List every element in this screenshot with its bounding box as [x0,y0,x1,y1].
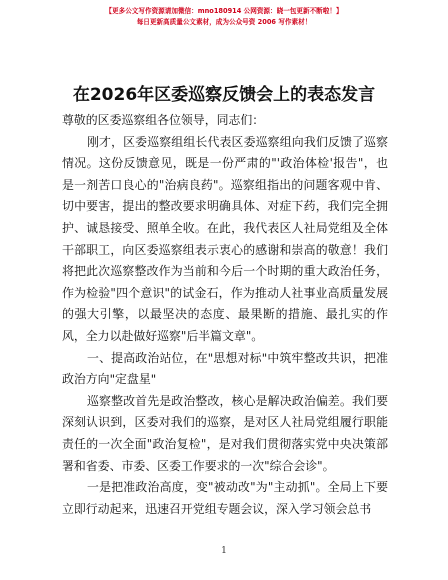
body-paragraph: 刚才，区委巡察组组长代表区委巡察组向我们反馈了巡察情况。这份反馈意见，既是一份严肃的"'政治体检'报告"，也是一剂苦口良心的"治病良药"。巡察组指出的问题客观中肯、切中要害，提出的整改要求明确具体、对症下药，我们完全拥护、诚恳接受、照单全收。在此，我代表区人社局党组及全体干部职工，向区委巡察组表示衷心的感谢和崇高的敬意！我们将把此次巡察整改作为当前和今后一个时期的重大政治任务，作为检验"四个意识"的试金石，作为推动人社事业高质量发展的强大引擎，以最坚决的态度、最果断的措施、最扎实的作风，全力以赴做好巡察"后半篇文章"。 [62,134,388,343]
body-paragraph: 巡察整改首先是政治整改，核心是解决政治偏差。我们要深刻认识到，区委对我们的巡察，是对区人社局党组履行职能责任的一次全面"政治复检"，是对我们贯彻落实党中央决策部署和省委、市委、区委工作要求的一次"综合会诊"。 [62,393,388,473]
promo-banner [0,6,448,28]
document-title: 在2026年区委巡察反馈会上的表态发言 [72,85,376,105]
page-number: 1 [221,546,227,556]
document-body [62,110,388,520]
section-heading: 一、提高政治站位，在"思想对标"中筑牢整改共识，把准政治方向"定盘星" [62,350,388,387]
body-paragraph: 一是把准政治高度，变"被动改"为"主动抓"。全局上下要立即行动起来，迅速召开党组专题会议，深入学习领会总书 [62,480,388,516]
promo-banner-line-1: 【更多公文写作资源请加微信：mno180914 公网资源：晓一包更新不断啦！】 [105,7,343,15]
promo-banner-line-2: 每日更新高质量公文素材，成为公众号资 2006 写作素材！ [136,18,312,26]
salutation: 尊敬的区委巡察组各位领导，同志们： [62,113,265,127]
